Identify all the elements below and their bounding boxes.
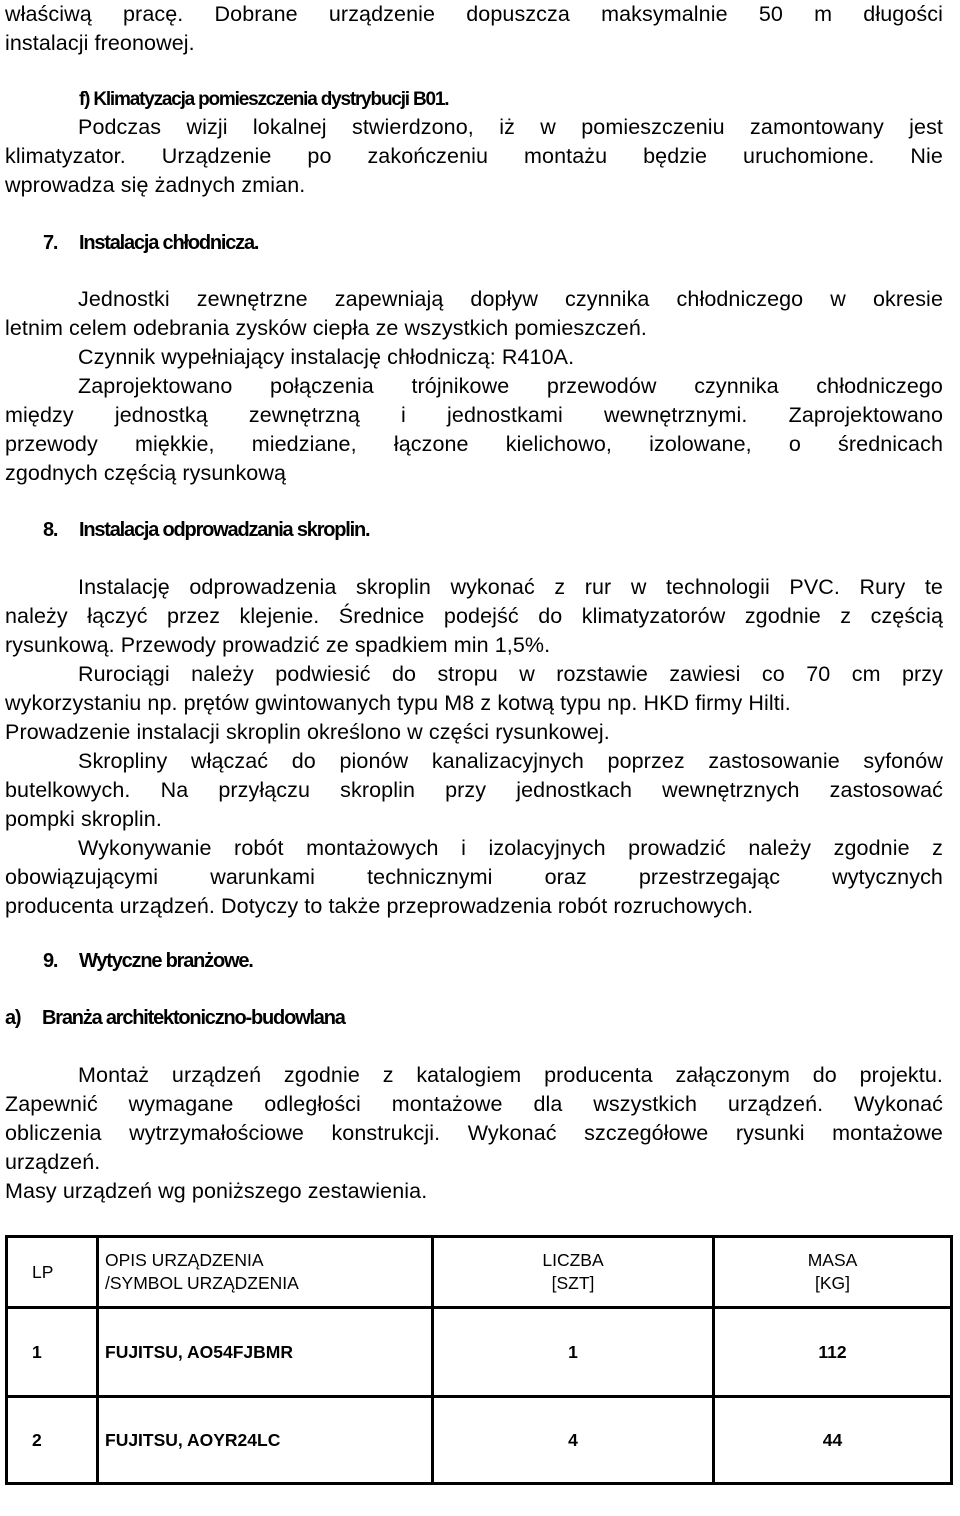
- cell-liczba: 1: [433, 1308, 714, 1397]
- text-line: Masy urządzeń wg poniższego zestawienia.: [5, 1179, 428, 1203]
- intro-paragraph: [5, 0, 943, 58]
- header-liczba-line2: [SZT]: [551, 1273, 595, 1293]
- text-line: Zapewnić wymagane odległości montażowe dla wszystkich urządzeń. Wykonać: [5, 1092, 943, 1116]
- text-line: letnim celem odebrania zysków ciepła ze wszystkich pomieszczeń.: [5, 316, 647, 340]
- table-row: [7, 1308, 952, 1397]
- section-9-number: 9.: [43, 950, 58, 972]
- text-line: Instalację odprowadzenia skroplin wykonać z rur w technologii PVC. Rury te: [78, 575, 943, 599]
- header-masa: [713, 1237, 951, 1308]
- text-line: rysunkową. Przewody prowadzić ze spadkiem min 1,5%.: [5, 633, 551, 657]
- text-line: między jednostką zewnętrzną i jednostkami wewnętrznymi. Zaprojektowano: [5, 403, 943, 427]
- cell-opis: FUJITSU, AOYR24LC: [98, 1397, 433, 1484]
- header-lp: LP: [7, 1237, 98, 1308]
- header-liczba: [433, 1237, 714, 1308]
- text-line: Czynnik wypełniający instalację chłodniczą: R410A.: [78, 345, 575, 369]
- section-a-heading: Branża architektoniczno-budowlana: [42, 1007, 345, 1029]
- text-line: klimatyzator. Urządzenie po zakończeniu montażu będzie uruchomione. Nie: [5, 144, 943, 168]
- section-7-body: [5, 285, 943, 488]
- text-line: obliczenia wytrzymałościowe konstrukcji. Wykonać szczegółowe rysunki montażowe: [5, 1121, 943, 1145]
- cell-masa: 112: [713, 1308, 951, 1397]
- section-a-body: [5, 1061, 943, 1206]
- text-line: właściwą pracę. Dobrane urządzenie dopuszcza maksymalnie 50 m długości: [5, 2, 943, 26]
- section-f-heading: f) Klimatyzacja pomieszczenia dystrybucji B01.: [79, 89, 449, 110]
- section-7-number: 7.: [43, 232, 58, 254]
- text-line: Wykonywanie robót montażowych i izolacyjnych prowadzić należy zgodnie z: [78, 836, 943, 860]
- text-line: zgodnych częścią rysunkową: [5, 461, 287, 485]
- text-line: producenta urządzeń. Dotyczy to także przeprowadzenia robót rozruchowych.: [5, 894, 754, 918]
- section-a-label: a): [5, 1007, 21, 1029]
- text-line: wykorzystaniu np. prętów gwintowanych typu M8 z kotwą typu np. HKD firmy Hilti.: [5, 691, 791, 715]
- section-f-paragraph: [5, 113, 943, 200]
- section-8-body: [5, 573, 943, 921]
- header-masa-line1: MASA: [807, 1250, 858, 1270]
- text-line: przewody miękkie, miedziane, łączone kielichowo, izolowane, o średnicach: [5, 432, 943, 456]
- section-9-heading: Wytyczne branżowe.: [79, 950, 253, 972]
- section-8-number: 8.: [43, 519, 58, 541]
- header-masa-line2: [KG]: [814, 1273, 850, 1293]
- table-header-row: [7, 1237, 952, 1308]
- cell-lp: 2: [7, 1397, 98, 1484]
- cell-masa: 44: [713, 1397, 951, 1484]
- cell-liczba: 4: [433, 1397, 714, 1484]
- header-opis: [98, 1237, 433, 1308]
- text-line: Skropliny włączać do pionów kanalizacyjnych poprzez zastosowanie syfonów: [78, 749, 943, 773]
- section-7-heading: Instalacja chłodnicza.: [79, 232, 259, 254]
- text-line: obowiązującymi warunkami technicznymi oraz przestrzegając wytycznych: [5, 865, 943, 889]
- text-line: Rurociągi należy podwiesić do stropu w rozstawie zawiesi co 70 cm przy: [78, 662, 943, 686]
- text-line: Zaprojektowano połączenia trójnikowe przewodów czynnika chłodniczego: [78, 374, 943, 398]
- text-line: butelkowych. Na przyłączu skroplin przy jednostkach wewnętrznych zastosować: [5, 778, 943, 802]
- cell-opis: FUJITSU, AO54FJBMR: [98, 1308, 433, 1397]
- text-line: Montaż urządzeń zgodnie z katalogiem producenta załączonym do projektu.: [78, 1063, 943, 1087]
- equipment-mass-table: [5, 1235, 953, 1485]
- text-line: należy łączyć przez klejenie. Średnice podejść do klimatyzatorów zgodnie z częścią: [5, 604, 943, 628]
- text-line: Jednostki zewnętrzne zapewniają dopływ czynnika chłodniczego w okresie: [78, 287, 943, 311]
- table-row: [7, 1397, 952, 1484]
- text-line: urządzeń.: [5, 1150, 101, 1174]
- text-line: Prowadzenie instalacji skroplin określono w części rysunkowej.: [5, 720, 610, 744]
- text-line: wprowadza się żadnych zmian.: [5, 173, 306, 197]
- section-8-heading: Instalacja odprowadzania skroplin.: [79, 519, 370, 541]
- text-line: Podczas wizji lokalnej stwierdzono, iż w pomieszczeniu zamontowany jest: [78, 115, 943, 139]
- cell-lp: 1: [7, 1308, 98, 1397]
- text-line: pompki skroplin.: [5, 807, 162, 831]
- header-opis-line2: /SYMBOL URZĄDZENIA: [105, 1273, 299, 1293]
- header-opis-line1: OPIS URZĄDZENIA: [105, 1250, 264, 1270]
- text-line: instalacji freonowej.: [5, 31, 195, 55]
- header-liczba-line1: LICZBA: [542, 1250, 604, 1270]
